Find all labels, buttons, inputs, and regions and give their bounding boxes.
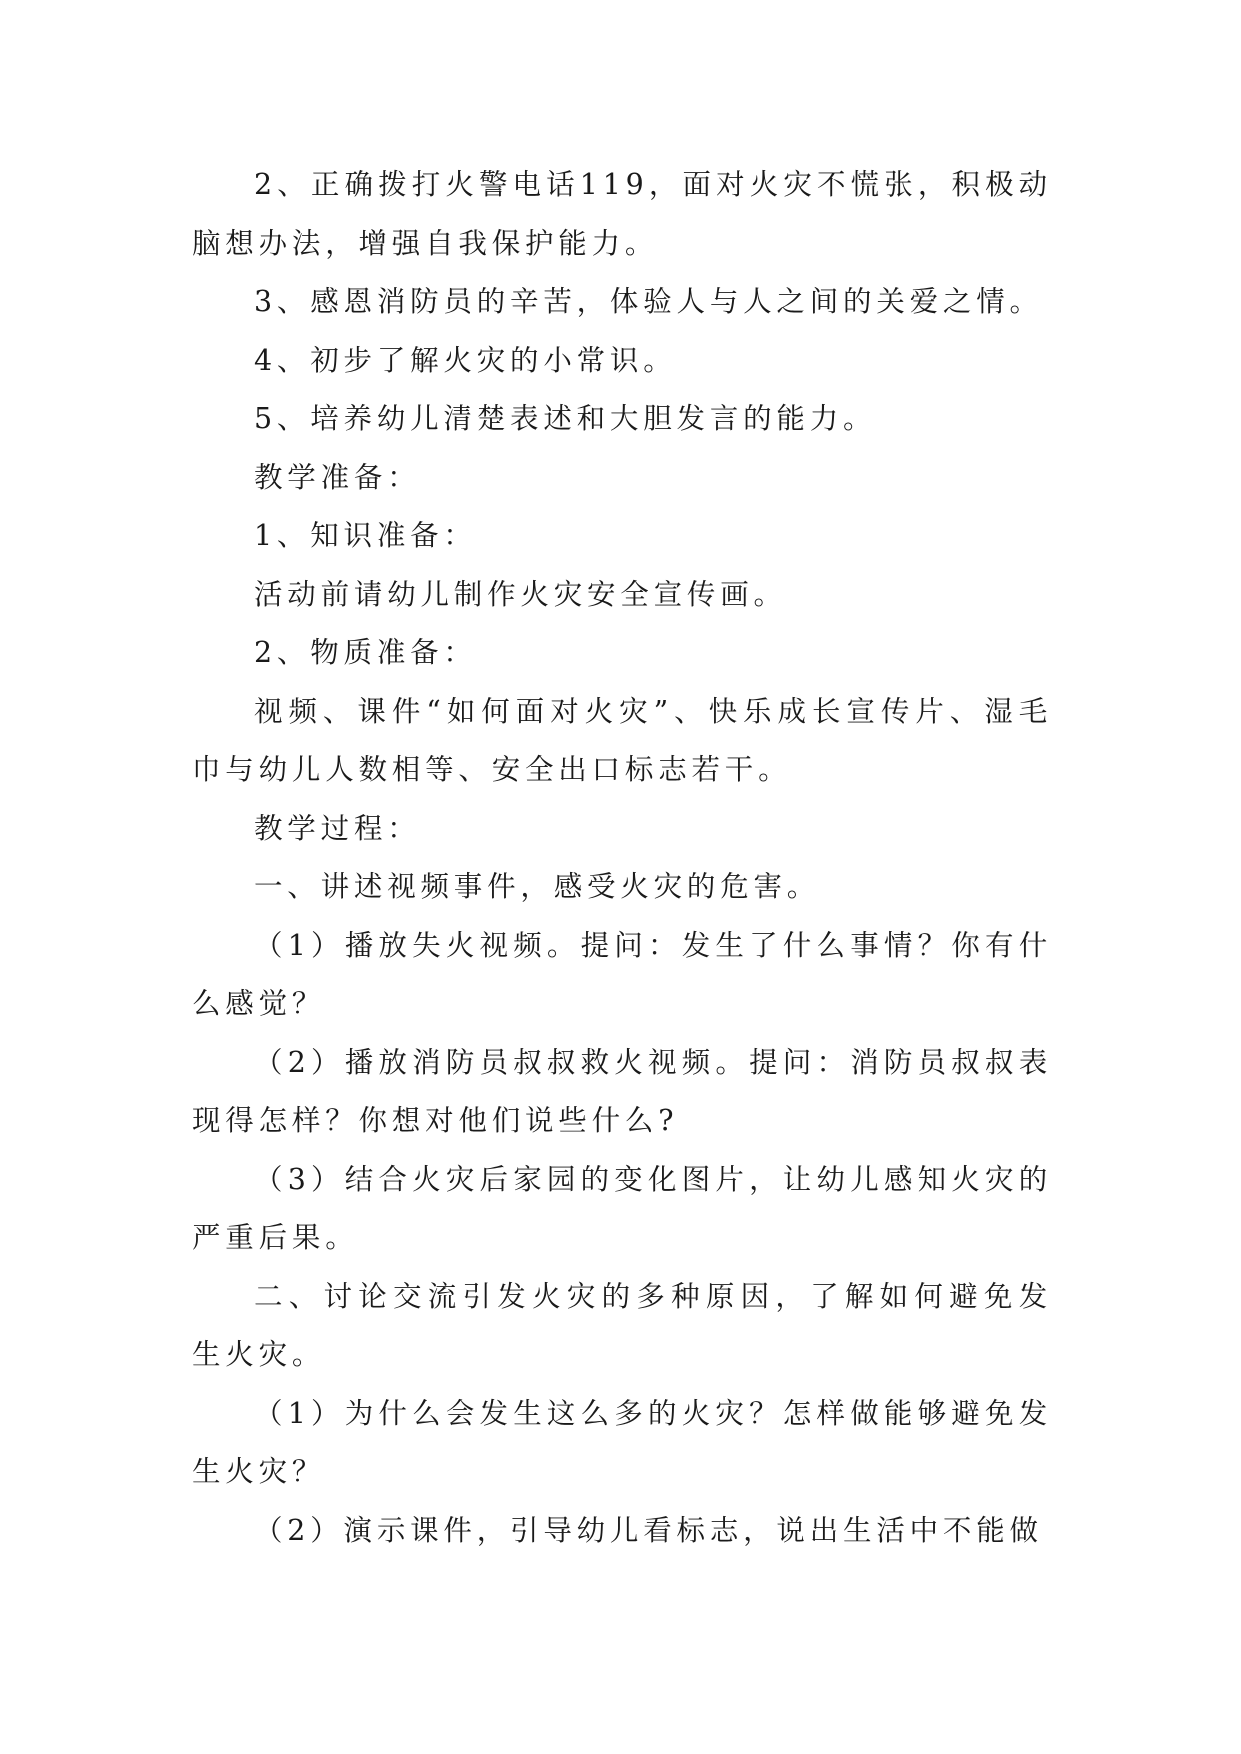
step-1-item-2: （2）播放消防员叔叔救火视频。提问：消防员叔叔表现得怎样？你想对他们说些什么? — [192, 1045, 1052, 1137]
subheading-knowledge-prep: 1、知识准备： — [254, 519, 477, 552]
document-body — [192, 156, 1052, 1560]
paragraph-goal-5: 5、培养幼儿清楚表述和大胆发言的能力。 — [254, 402, 877, 435]
step-2-item-1: （1）为什么会发生这么多的火灾？怎样做能够避免发生火灾？ — [192, 1396, 1052, 1488]
paragraph-knowledge-prep: 活动前请幼儿制作火灾安全宣传画。 — [254, 577, 787, 611]
step-1-item-3: （3）结合火灾后家园的变化图片，让幼儿感知火灾的严重后果。 — [192, 1162, 1052, 1254]
step-heading-1: 一、讲述视频事件，感受火灾的危害。 — [254, 870, 821, 903]
step-2-item-2: （2）演示课件，引导幼儿看标志，说出生活中不能做 — [254, 1513, 1043, 1547]
paragraph-goal-2: 2、正确拨打火警电话119，面对火灾不慌张，积极动脑想办法，增强自我保护能力。 — [192, 168, 1052, 260]
section-heading-preparation: 教学准备： — [254, 460, 421, 494]
step-1-item-1: （1）播放失火视频。提问：发生了什么事情？你有什么感觉？ — [192, 928, 1052, 1020]
step-heading-2: 二、讨论交流引发火灾的多种原因，了解如何避免发生火灾。 — [192, 1279, 1052, 1371]
paragraph-material-prep: 视频、课件“如何面对火灾”、快乐成长宣传片、湿毛巾与幼儿人数相等、安全出口标志若干。 — [192, 694, 1052, 786]
section-heading-process: 教学过程： — [254, 811, 421, 845]
subheading-material-prep: 2、物质准备： — [254, 636, 477, 669]
paragraph-goal-3: 3、感恩消防员的辛苦，体验人与人之间的关爱之情。 — [254, 285, 1043, 318]
paragraph-goal-4: 4、初步了解火灾的小常识。 — [254, 343, 677, 377]
